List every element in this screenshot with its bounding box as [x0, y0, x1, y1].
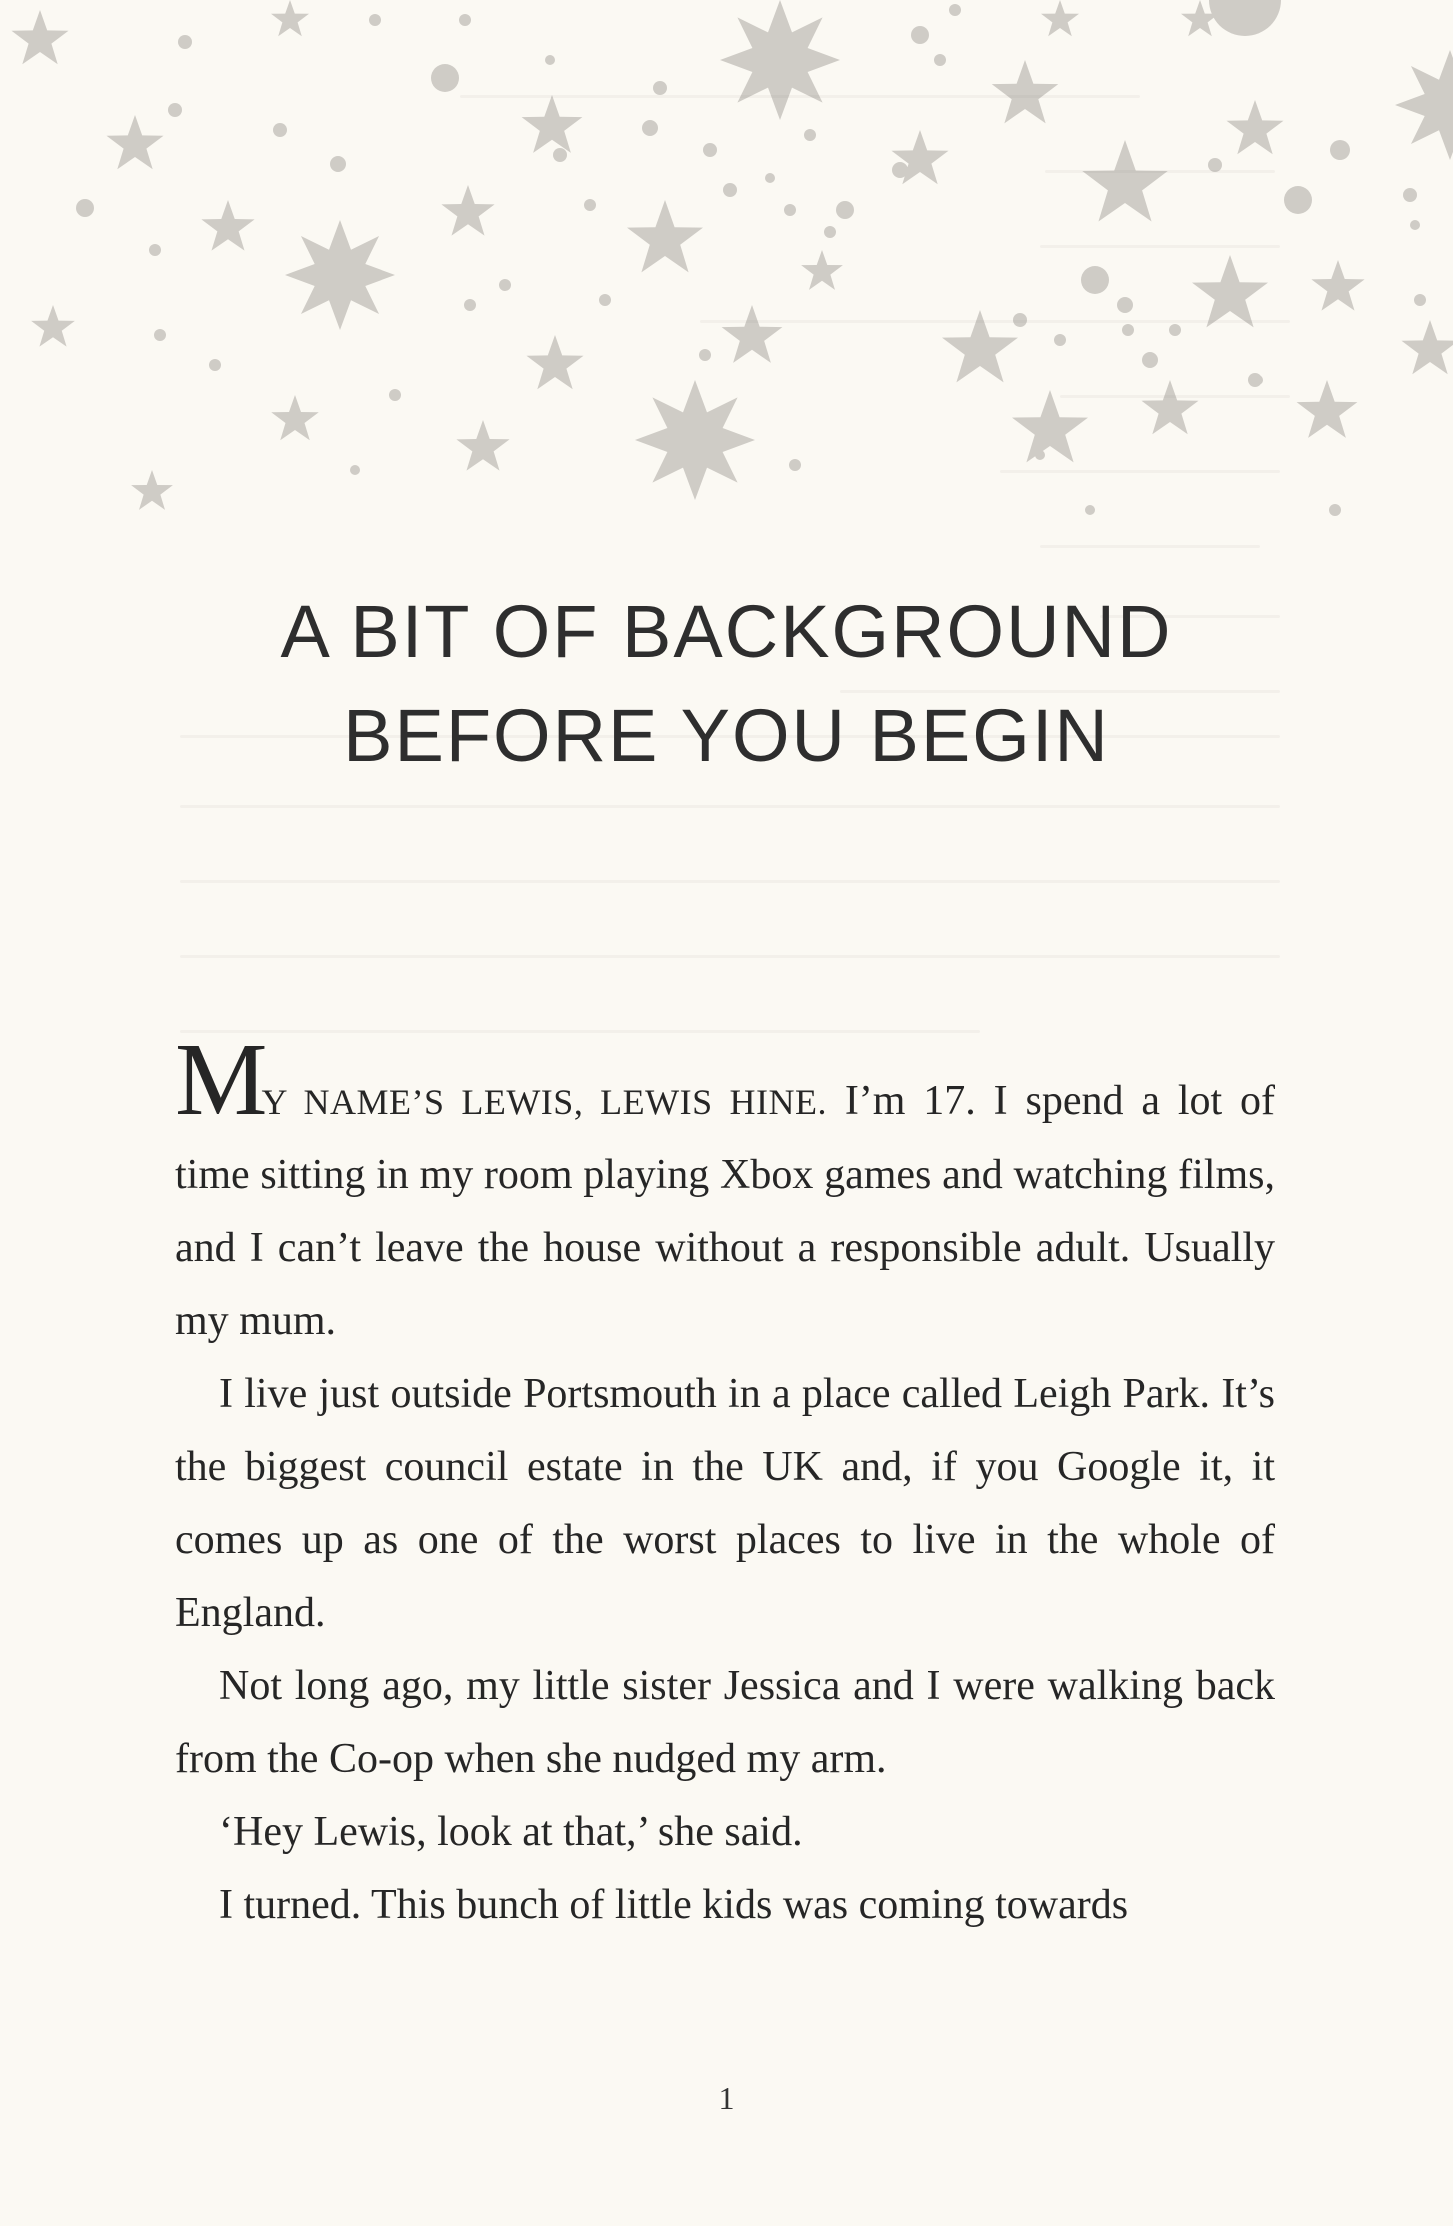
- star-icon: [107, 115, 164, 169]
- body-paragraph: I turned. This bunch of little kids was coming towards: [219, 1882, 1129, 1928]
- body-paragraph: [175, 1022, 1275, 1358]
- star-icon: [1012, 390, 1088, 462]
- page-number: 1: [718, 2080, 735, 2116]
- star-icon: [627, 200, 703, 272]
- star-icon: [1297, 380, 1358, 438]
- paragraph-text: I’m 17. I spend a lot of time sitting in my room playing Xbox games and watching films, and I can’t leave the house without a responsible adult. Usually my mum.: [175, 1078, 1275, 1344]
- star-icon: [271, 395, 319, 440]
- star-icon: [1402, 320, 1453, 374]
- star-icon: [522, 95, 583, 153]
- body-paragraph: Not long ago, my little sister Jessica and I were walking back from the Co-op when she nudged my arm.: [175, 1663, 1275, 1782]
- star-icon: [456, 420, 509, 471]
- star-icon: [271, 0, 309, 36]
- star-icon: [722, 305, 783, 363]
- star-icon: [1192, 255, 1268, 327]
- star-icon: [942, 310, 1018, 382]
- star-icon: [441, 185, 494, 236]
- star-icon: [720, 0, 840, 120]
- body-paragraph: I live just outside Portsmouth in a place called Leigh Park. It’s the biggest council estate in the UK and, if you Google it, it comes up as one of the worst places to live in the whole of England.: [175, 1371, 1275, 1636]
- opening-small-caps: Y NAME’S LEWIS, LEWIS HINE.: [261, 1082, 827, 1122]
- star-decoration: [0, 0, 1453, 520]
- star-icon: [1311, 260, 1364, 311]
- star-icon: [285, 220, 395, 330]
- star-icon: [1142, 380, 1199, 434]
- chapter-title-line: BEFORE YOU BEGIN: [343, 693, 1110, 777]
- chapter-title-line: A BIT OF BACKGROUND: [280, 589, 1173, 673]
- star-icon: [801, 250, 843, 290]
- star-icon: [1082, 140, 1168, 221]
- star-icon: [1227, 100, 1284, 154]
- body-paragraph: ‘Hey Lewis, look at that,’ she said.: [219, 1809, 803, 1855]
- star-icon: [635, 380, 755, 500]
- star-icon: [12, 10, 69, 64]
- star-icon: [1395, 50, 1453, 160]
- chapter-title: [0, 580, 1453, 788]
- drop-cap: M: [175, 1022, 262, 1137]
- star-icon: [201, 200, 254, 251]
- star-icon: [1041, 0, 1079, 36]
- star-icon: [31, 305, 75, 347]
- star-icon: [992, 60, 1059, 123]
- star-icon: [527, 335, 584, 389]
- chapter-body: [175, 1022, 1275, 1942]
- star-icon: [131, 470, 173, 510]
